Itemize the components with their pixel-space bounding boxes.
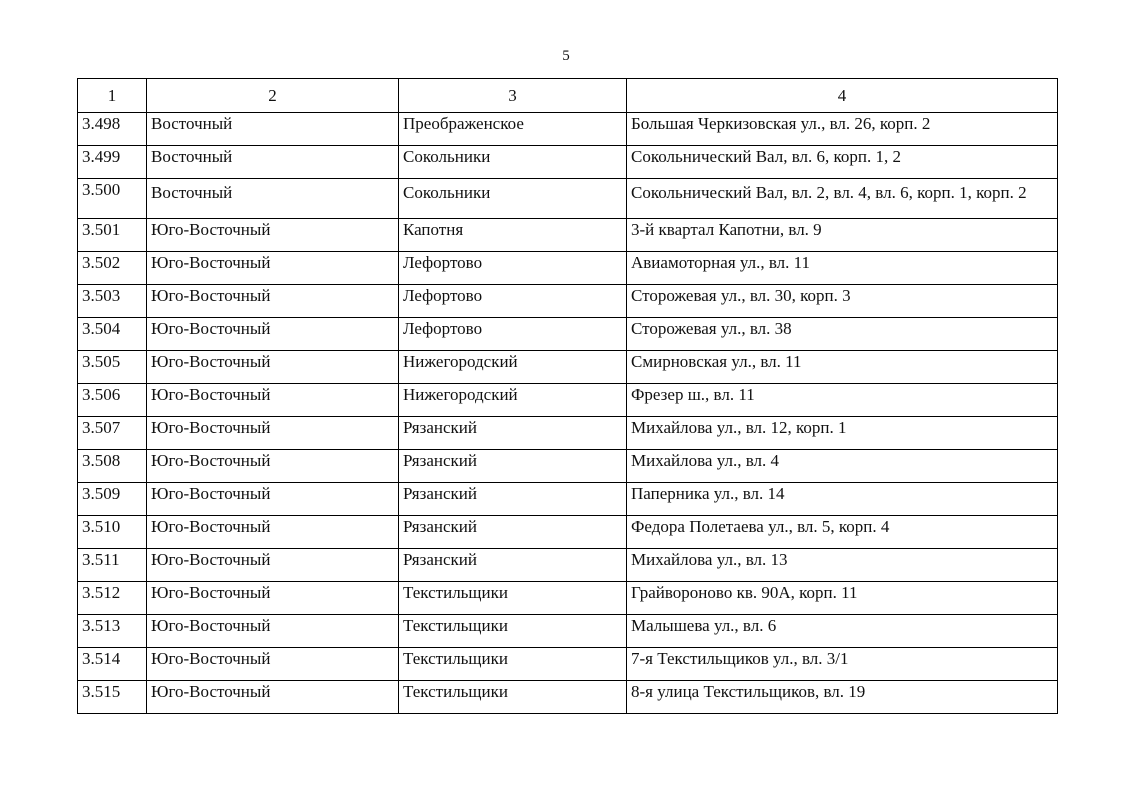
row-address: Сторожевая ул., вл. 30, корп. 3 xyxy=(627,285,1058,318)
row-number: 3.498 xyxy=(78,113,147,146)
row-area: Рязанский xyxy=(399,483,627,516)
row-area: Лефортово xyxy=(399,285,627,318)
row-area: Текстильщики xyxy=(399,681,627,714)
row-number: 3.515 xyxy=(78,681,147,714)
row-address: Сторожевая ул., вл. 38 xyxy=(627,318,1058,351)
row-district: Юго-Восточный xyxy=(147,384,399,417)
address-table xyxy=(77,78,1058,714)
table-row xyxy=(78,681,1058,714)
page-number: 5 xyxy=(562,48,570,64)
row-number: 3.511 xyxy=(78,549,147,582)
row-number: 3.512 xyxy=(78,582,147,615)
row-address: Фрезер ш., вл. 11 xyxy=(627,384,1058,417)
row-area: Текстильщики xyxy=(399,582,627,615)
table-row xyxy=(78,318,1058,351)
row-number: 3.507 xyxy=(78,417,147,450)
row-address: 7-я Текстильщиков ул., вл. 3/1 xyxy=(627,648,1058,681)
row-area: Сокольники xyxy=(399,179,627,219)
row-address: Малышева ул., вл. 6 xyxy=(627,615,1058,648)
row-area: Нижегородский xyxy=(399,351,627,384)
table-row xyxy=(78,351,1058,384)
row-area: Рязанский xyxy=(399,417,627,450)
table-row xyxy=(78,219,1058,252)
row-address: Михайлова ул., вл. 12, корп. 1 xyxy=(627,417,1058,450)
row-district: Юго-Восточный xyxy=(147,285,399,318)
row-district: Юго-Восточный xyxy=(147,252,399,285)
row-address: Михайлова ул., вл. 4 xyxy=(627,450,1058,483)
header-row xyxy=(78,79,1058,113)
row-district: Юго-Восточный xyxy=(147,450,399,483)
row-number: 3.505 xyxy=(78,351,147,384)
row-district: Юго-Восточный xyxy=(147,681,399,714)
table-row xyxy=(78,450,1058,483)
table-row xyxy=(78,549,1058,582)
row-area: Рязанский xyxy=(399,450,627,483)
row-number: 3.500 xyxy=(78,179,147,219)
table-row xyxy=(78,252,1058,285)
row-number: 3.502 xyxy=(78,252,147,285)
table-row xyxy=(78,179,1058,219)
row-number: 3.514 xyxy=(78,648,147,681)
row-number: 3.504 xyxy=(78,318,147,351)
column-header-address: 4 xyxy=(627,79,1058,113)
row-district: Восточный xyxy=(147,179,399,219)
table-row xyxy=(78,417,1058,450)
table-row xyxy=(78,113,1058,146)
row-district: Восточный xyxy=(147,113,399,146)
row-district: Юго-Восточный xyxy=(147,516,399,549)
table-row xyxy=(78,516,1058,549)
row-address: Михайлова ул., вл. 13 xyxy=(627,549,1058,582)
row-district: Юго-Восточный xyxy=(147,219,399,252)
row-number: 3.501 xyxy=(78,219,147,252)
row-address: Сокольнический Вал, вл. 2, вл. 4, вл. 6, корп. 1, корп. 2 xyxy=(627,179,1058,219)
row-number: 3.513 xyxy=(78,615,147,648)
table-header xyxy=(78,79,1058,113)
row-district: Восточный xyxy=(147,146,399,179)
row-district: Юго-Восточный xyxy=(147,648,399,681)
row-district: Юго-Восточный xyxy=(147,318,399,351)
row-area: Лефортово xyxy=(399,318,627,351)
row-address: Авиамоторная ул., вл. 11 xyxy=(627,252,1058,285)
row-number: 3.506 xyxy=(78,384,147,417)
row-district: Юго-Восточный xyxy=(147,615,399,648)
row-area: Текстильщики xyxy=(399,648,627,681)
row-address: 8-я улица Текстильщиков, вл. 19 xyxy=(627,681,1058,714)
row-number: 3.503 xyxy=(78,285,147,318)
row-area: Преображенское xyxy=(399,113,627,146)
row-number: 3.510 xyxy=(78,516,147,549)
row-address: Сокольнический Вал, вл. 6, корп. 1, 2 xyxy=(627,146,1058,179)
row-area: Капотня xyxy=(399,219,627,252)
row-district: Юго-Восточный xyxy=(147,483,399,516)
table-body xyxy=(78,113,1058,714)
column-header-district: 2 xyxy=(147,79,399,113)
table-row xyxy=(78,384,1058,417)
table-row xyxy=(78,483,1058,516)
table-row xyxy=(78,615,1058,648)
row-address: Смирновская ул., вл. 11 xyxy=(627,351,1058,384)
row-address: Большая Черкизовская ул., вл. 26, корп. 2 xyxy=(627,113,1058,146)
column-header-area: 3 xyxy=(399,79,627,113)
row-number: 3.499 xyxy=(78,146,147,179)
row-district: Юго-Восточный xyxy=(147,417,399,450)
row-district: Юго-Восточный xyxy=(147,351,399,384)
row-district: Юго-Восточный xyxy=(147,582,399,615)
row-area: Рязанский xyxy=(399,549,627,582)
row-number: 3.508 xyxy=(78,450,147,483)
table-row xyxy=(78,582,1058,615)
table-row xyxy=(78,146,1058,179)
row-district: Юго-Восточный xyxy=(147,549,399,582)
table-row xyxy=(78,285,1058,318)
row-area: Рязанский xyxy=(399,516,627,549)
row-number: 3.509 xyxy=(78,483,147,516)
row-address: Грайвороново кв. 90А, корп. 11 xyxy=(627,582,1058,615)
column-header-number: 1 xyxy=(78,79,147,113)
row-area: Лефортово xyxy=(399,252,627,285)
row-area: Нижегородский xyxy=(399,384,627,417)
row-area: Текстильщики xyxy=(399,615,627,648)
row-address: Паперника ул., вл. 14 xyxy=(627,483,1058,516)
row-address: Федора Полетаева ул., вл. 5, корп. 4 xyxy=(627,516,1058,549)
row-area: Сокольники xyxy=(399,146,627,179)
table-row xyxy=(78,648,1058,681)
row-address: 3-й квартал Капотни, вл. 9 xyxy=(627,219,1058,252)
